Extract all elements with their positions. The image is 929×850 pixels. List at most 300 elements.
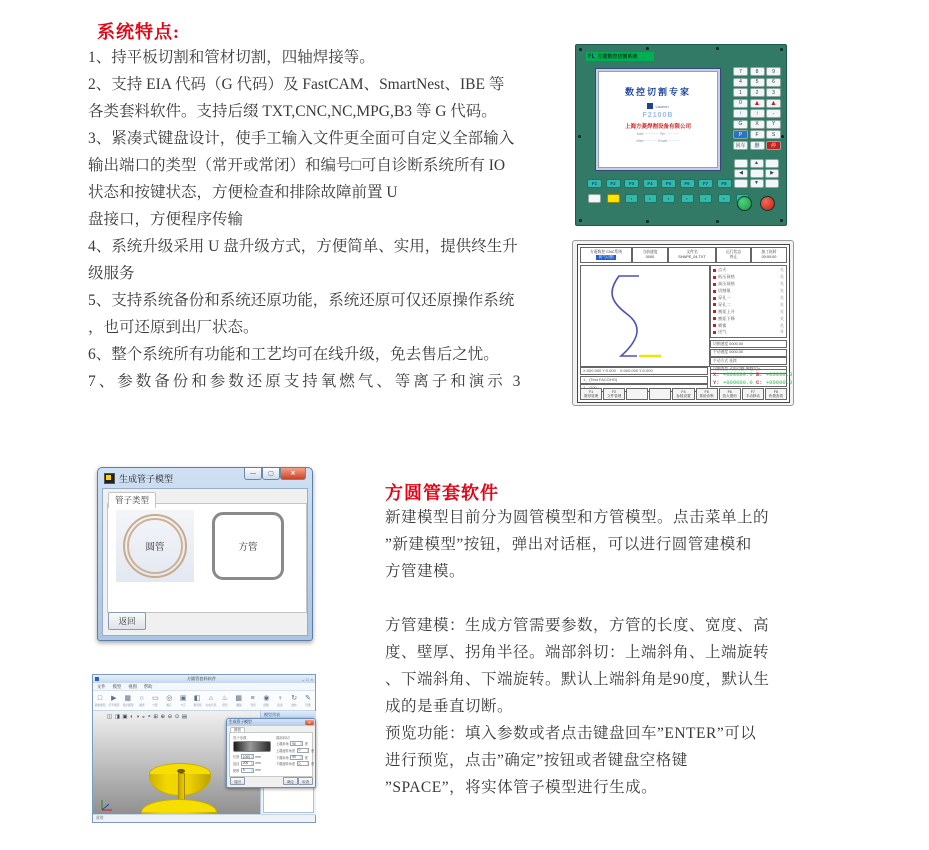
arrow-keypad	[734, 159, 779, 188]
keypad-key[interactable]: 停	[766, 141, 781, 150]
round-pipe-icon	[123, 514, 187, 578]
toolbar-button[interactable]	[162, 695, 176, 707]
toolbar-icon: ◉	[263, 694, 270, 702]
toolbar-icon: ◎	[166, 694, 173, 702]
io-label: 割炬下降	[718, 315, 735, 321]
bevel-params-column	[274, 734, 314, 768]
modeler-statusbar: 就绪	[93, 814, 315, 822]
parameter-row	[276, 748, 314, 753]
io-value: 开	[779, 329, 784, 335]
function-key[interactable]: ▪	[681, 194, 694, 203]
io-value: 关	[779, 322, 784, 328]
toolbar-label: 列表	[249, 702, 256, 707]
io-red-bullet-icon	[713, 317, 716, 320]
feature-line: 各类套料软件。支持后缀 TXT,CNC,NC,MPG,B3 等 G 代码。	[88, 103, 497, 120]
keypad-key[interactable]: 4	[733, 78, 748, 87]
close-button[interactable]: ×	[310, 676, 313, 682]
softkey[interactable]	[765, 388, 787, 400]
doc2-line: 方管建模：生成方管需要参数，方管的长度、宽度、高	[385, 617, 770, 634]
header-label: 文件名	[686, 250, 698, 254]
io-label: 点火	[718, 267, 727, 273]
keypad-key[interactable]: 8	[750, 67, 765, 76]
parameter-row	[233, 761, 273, 766]
toolbar-button[interactable]	[273, 695, 287, 707]
model-list-header: 模型列表	[261, 711, 316, 718]
feature-line: 盘接口，方便程序传输	[88, 211, 244, 228]
start-button[interactable]	[737, 196, 752, 211]
parameter-label: 上端斜角	[276, 742, 289, 746]
feature-line: 3、紧凑式键盘设计，使手工输入文件更全面可自定义全部输入	[88, 130, 515, 147]
arrow-key[interactable]	[765, 179, 779, 188]
softkey-label: 参数设置	[676, 394, 691, 398]
view-tool-icon[interactable]: ⊖	[167, 714, 173, 720]
square-pipe-label: 方管	[238, 543, 258, 553]
maximize-button[interactable]: □	[306, 676, 309, 682]
mini-dialog-tab[interactable]: 圆管	[230, 727, 245, 733]
view-tool-icon[interactable]: ▣	[122, 714, 128, 720]
softkey-number: F5	[704, 389, 709, 394]
view-tool-icon[interactable]: ◓	[147, 714, 151, 720]
toolbar-button[interactable]	[287, 695, 301, 707]
doc2-line: 进行预览，点击”确定”按钮或者键盘空格键	[385, 752, 688, 769]
screw	[780, 48, 783, 51]
keypad-key[interactable]: ▲	[750, 99, 765, 108]
mini-back-button[interactable]: 返回	[230, 777, 245, 785]
function-key[interactable]: F2	[606, 179, 621, 188]
parameter-spinbox[interactable]: 5	[241, 768, 254, 773]
function-key[interactable]: F6	[680, 179, 695, 188]
parameter-label: 长度	[233, 755, 240, 759]
function-key[interactable]	[588, 194, 601, 203]
screw	[781, 135, 784, 138]
io-status-row	[713, 288, 784, 295]
axis-label: Y:	[713, 379, 720, 386]
io-red-bullet-icon	[713, 276, 716, 279]
softkey-number: F8	[773, 389, 779, 394]
pipe-parameter-dialog	[226, 718, 316, 788]
logo-icon	[647, 103, 653, 109]
axis-value: +000000.0	[722, 371, 753, 378]
toolbar-label: 预览	[222, 702, 228, 707]
function-key[interactable]: ▪	[662, 194, 675, 203]
feature-line: ，也可还原到出厂状态。	[88, 319, 259, 336]
io-label: 穿孔二	[718, 301, 731, 307]
toolbar-button[interactable]	[190, 695, 204, 707]
keypad-key[interactable]: 7	[733, 67, 748, 76]
tab-pipe-type[interactable]: 管子类型	[108, 492, 156, 508]
toolbar-button[interactable]	[232, 695, 246, 707]
io-value: 关	[779, 301, 784, 307]
softkey-label: 手动移动	[745, 394, 760, 398]
toolbar-label: 打开模型	[108, 702, 120, 707]
axis-triad-icon	[99, 797, 115, 813]
toolbar-icon: ▦	[124, 694, 131, 702]
panel-screen	[596, 69, 720, 170]
toolbar-icon: ↻	[291, 694, 298, 702]
ok-button[interactable]: 确定	[283, 777, 298, 785]
toolbar-icon: ▶	[111, 694, 117, 702]
toolbar-button[interactable]	[93, 695, 107, 707]
info-line: 切割类型 火焰切割 调整气压	[710, 366, 787, 374]
io-red-bullet-icon	[713, 324, 716, 327]
cnc-control-panel-image	[575, 44, 787, 226]
brand-logo: FL	[588, 53, 596, 60]
keypad-key[interactable]: Y	[766, 120, 781, 129]
keypad-key[interactable]: ↑	[733, 109, 748, 118]
io-label: 切割氧	[718, 288, 731, 294]
toolbar-label: 圆孔	[166, 702, 173, 707]
softkey-label: 文件管理	[606, 394, 622, 398]
toolbar-label: 设置	[305, 702, 311, 707]
view-tool-icon[interactable]: ▤	[181, 714, 188, 720]
stop-button[interactable]	[760, 196, 775, 211]
parameter-row	[233, 754, 273, 759]
parameter-spinbox[interactable]: 200	[241, 761, 254, 766]
function-key[interactable]	[607, 194, 620, 203]
arrow-key[interactable]: ▼	[750, 179, 764, 188]
pipe-params-header: 管子参数	[233, 736, 247, 740]
keypad-key[interactable]: 5	[750, 78, 765, 87]
softkey-number: F4	[681, 389, 686, 394]
modeler-app-icon	[95, 677, 99, 681]
dialog-title: 生成管子模型	[119, 474, 174, 484]
io-label: 割炬上升	[718, 308, 735, 314]
function-key[interactable]: F7	[698, 179, 713, 188]
function-key[interactable]: ▪	[625, 194, 638, 203]
cnc-header-bar	[580, 247, 787, 263]
screen-address-2: Web:··········· Email:··········	[636, 139, 680, 143]
round-pipe-label: 圆管	[145, 543, 165, 553]
header-value: 停止	[729, 255, 738, 259]
parameter-label: 直径	[233, 761, 240, 766]
parameter-spinbox[interactable]: 1000	[241, 754, 254, 759]
cnc-io-status-list	[710, 265, 787, 338]
keypad-key[interactable]: 3	[766, 88, 781, 97]
arrow-key[interactable]	[734, 179, 748, 188]
toolbar-label: 方孔	[180, 702, 186, 707]
toolbar-label: 圆管	[138, 702, 145, 707]
doc2-line: ”新建模型”按钮，弹出对话框，可以进行圆管建模和	[385, 536, 752, 553]
cnc-drawing-area	[580, 265, 710, 367]
header-cell	[580, 247, 632, 263]
arrow-key[interactable]: ▶	[765, 169, 779, 178]
view-tool-icon[interactable]: ◐	[130, 714, 134, 720]
screw	[716, 47, 719, 50]
view-tool-icon[interactable]: ◑	[135, 714, 140, 720]
io-status-row	[713, 274, 784, 281]
feature-line: 级服务	[88, 265, 135, 282]
header-value: 氧气切割	[598, 255, 614, 259]
pipe-preview-image	[233, 741, 271, 752]
toolbar-label: 方管	[152, 702, 159, 707]
toolbar-button[interactable]	[246, 695, 260, 707]
keypad-key[interactable]: 9	[766, 67, 781, 76]
pipe-modeler-screenshot	[92, 674, 316, 823]
view-tool-icon[interactable]: ◫	[107, 714, 113, 720]
io-red-bullet-icon	[713, 310, 716, 313]
modeler-window-controls	[302, 677, 313, 682]
header-label: 运行状态	[725, 250, 742, 254]
parameter-label: 壁厚	[233, 768, 240, 773]
header-label: 方菱数控 CNC系统	[589, 250, 623, 254]
arrow-key[interactable]	[750, 169, 764, 178]
parameter-row	[276, 741, 314, 746]
feature-line: 7、参数备份和参数还原支持氧燃气、等离子和演示 3	[88, 373, 524, 390]
parameter-spinbox[interactable]: 90	[290, 755, 303, 760]
screen-company: 上海方菱焊割设备有限公司	[624, 124, 691, 130]
io-status-row	[713, 322, 784, 329]
view-tool-icon[interactable]: ⊞	[153, 714, 159, 720]
softkey[interactable]	[580, 388, 602, 400]
toolbar-icon: ♨	[221, 694, 228, 702]
toolbar-icon: ○	[139, 694, 144, 702]
function-key[interactable]: F1	[587, 179, 602, 188]
pipe-params-column	[231, 734, 273, 774]
toolbar-icon: ⌂	[208, 694, 214, 702]
parameter-unit: mm	[255, 761, 261, 766]
doc2-line: 预览功能：填入参数或者点击键盘回车”ENTER”可以	[385, 725, 757, 742]
io-red-bullet-icon	[713, 297, 716, 300]
parameter-label: 下端旋转角度	[276, 762, 296, 767]
function-key[interactable]: F5	[661, 179, 676, 188]
feature-line: 1、持平板切割和管材切割，四轴焊接等。	[88, 49, 375, 66]
toolpath-curve	[581, 266, 709, 366]
axis-value: +00000.0	[765, 379, 793, 386]
cnc-screen	[577, 244, 793, 403]
keypad-key[interactable]: 6	[766, 78, 781, 87]
arrow-key[interactable]: ◀	[734, 169, 748, 178]
io-label: 喷雾	[718, 322, 727, 328]
view-tool-icon[interactable]: ⊕	[160, 714, 166, 720]
menu-item[interactable]: 帮助	[143, 683, 153, 689]
keypad-key[interactable]: 2	[750, 88, 765, 97]
doc2-line: 、下端斜角、下端旋转。默认上端斜角是90度，默认生	[385, 671, 770, 688]
toolbar-button[interactable]	[204, 695, 218, 707]
view-tool-icon[interactable]: ⊙	[174, 714, 180, 720]
keypad-key[interactable]: 1	[733, 88, 748, 97]
toolbar-icon: ✎	[305, 694, 311, 702]
axis-value: +000000.0	[722, 379, 753, 386]
softkey-number: F1	[588, 389, 594, 394]
toolbar-button[interactable]	[176, 695, 190, 707]
function-key[interactable]: ▪	[699, 194, 712, 203]
io-red-bullet-icon	[713, 269, 716, 272]
io-status-row	[713, 308, 784, 315]
io-status-row	[713, 315, 784, 322]
modeler-title: 方圆管套料软件	[186, 676, 217, 681]
screen-address-1: Add:············· Tel:············	[636, 132, 680, 136]
keypad-key[interactable]: 0	[733, 99, 748, 108]
softkey[interactable]	[649, 388, 671, 400]
cnc-software-screenshot	[572, 240, 794, 406]
info-line: 切割速度 0000.00	[710, 340, 787, 348]
screw	[579, 219, 582, 222]
parameter-unit: 度	[304, 755, 308, 760]
keypad-key[interactable]: ▲	[766, 99, 781, 108]
toolbar-icon: ♀	[277, 694, 283, 702]
feature-line: 2、支持 EIA 代码（G 代码）及 FastCAM、SmartNest、IBE 等	[88, 76, 505, 93]
parameter-label: 下端斜角	[276, 755, 289, 760]
round-pipe-button[interactable]	[116, 510, 194, 582]
close-button[interactable]: ✕	[305, 720, 314, 725]
function-key[interactable]: F8	[717, 179, 732, 188]
maximize-button[interactable]: ▢	[262, 468, 280, 480]
doc2-line: 成的是垂直切断。	[385, 698, 514, 715]
header-cell	[751, 247, 787, 263]
axis-label: C:	[755, 379, 763, 386]
toolbar-icon: ≡	[250, 694, 255, 702]
screw	[646, 47, 649, 50]
io-status-row	[713, 295, 784, 302]
io-value: 关	[779, 315, 784, 321]
features-heading: 系统特点:	[97, 22, 180, 42]
keypad-key[interactable]: F	[750, 130, 765, 139]
softkey-label: 快捷查看	[768, 394, 784, 398]
arrow-key[interactable]	[765, 159, 779, 168]
parameter-row	[233, 768, 273, 773]
doc2-line	[385, 585, 865, 612]
cancel-button[interactable]: 取消	[298, 777, 313, 785]
minimize-button[interactable]: –	[302, 676, 305, 682]
io-value: 关	[779, 281, 784, 287]
close-button[interactable]: ✕	[280, 468, 306, 480]
header-label: 加工耗时	[761, 250, 777, 254]
header-value: 00:00:00	[761, 255, 777, 259]
io-value: 关	[779, 288, 784, 294]
softkey[interactable]	[672, 388, 694, 400]
header-cell	[668, 247, 716, 263]
toolbar-button[interactable]	[135, 695, 149, 707]
io-status-row	[713, 281, 784, 288]
feature-line: 输出端口的类型（常开或常闭）和编号□可自诊断系统所有 IO	[88, 157, 506, 174]
parameter-unit: mm	[255, 768, 261, 773]
view-toolbar	[107, 714, 187, 720]
keypad-key[interactable]: G	[733, 120, 748, 129]
arrow-key[interactable]: ▲	[750, 159, 764, 168]
doc2-heading: 方圆管套软件	[385, 483, 499, 503]
axis-value: +00000.0	[765, 371, 793, 378]
softkey[interactable]	[626, 388, 648, 400]
function-key[interactable]: ▪	[644, 194, 657, 203]
toolbar-button[interactable]	[218, 695, 232, 707]
menu-item[interactable]: 模型	[112, 683, 122, 689]
parameter-spinbox[interactable]: 0	[297, 748, 310, 753]
dialog-titlebar	[104, 472, 173, 485]
view-tool-icon[interactable]: ◒	[141, 714, 146, 720]
screen-title: 数控切割专家	[624, 87, 691, 97]
doc2-line: 方管建模。	[385, 563, 466, 580]
keypad-key[interactable]: S	[766, 130, 781, 139]
toolbar-button[interactable]	[301, 695, 315, 707]
header-cell	[716, 247, 751, 263]
minimize-button[interactable]: —	[244, 468, 262, 480]
toolbar-button[interactable]	[260, 695, 274, 707]
header-value: 0000	[645, 255, 655, 259]
softkey[interactable]	[742, 388, 764, 400]
io-value: 关	[779, 267, 784, 273]
keypad-key[interactable]: P	[733, 130, 748, 139]
header-cell	[632, 247, 668, 263]
cnc-coordinates	[710, 369, 793, 387]
softkey[interactable]	[603, 388, 625, 400]
axis-label: B:	[755, 371, 763, 378]
parameter-row	[276, 761, 314, 766]
doc2-line: 度、壁厚、拐角半径。端部斜切：上端斜角、上端旋转	[385, 644, 770, 661]
toolbar-icon: ▭	[152, 694, 159, 702]
square-pipe-button[interactable]	[212, 512, 284, 580]
toolbar-label: 生成代码	[205, 702, 217, 707]
toolbar-button[interactable]	[121, 695, 135, 707]
function-key[interactable]: ▪	[718, 194, 731, 203]
toolbar-label: 新建模型	[94, 702, 106, 707]
softkey-number: F7	[750, 389, 755, 394]
menu-item[interactable]: 视图	[128, 683, 137, 689]
toolbar-icon: ▣	[179, 694, 187, 702]
softkey-number: F6	[727, 389, 732, 394]
softkey-label: 放大图形	[722, 394, 737, 398]
arrow-key[interactable]	[734, 159, 748, 168]
softkey[interactable]	[696, 388, 718, 400]
bevel-params-header: 端部斜切	[276, 736, 290, 740]
cnc-program-lines	[580, 367, 708, 387]
parameter-spinbox[interactable]: 90	[290, 741, 303, 746]
keypad-key[interactable]: -	[766, 109, 781, 118]
doc2-paragraphs	[385, 504, 865, 801]
logo-text: Launch	[655, 103, 669, 109]
function-key-row-2	[588, 194, 749, 203]
io-status-row	[713, 329, 784, 336]
io-status-row	[713, 267, 784, 274]
keypad-key[interactable]: ↑	[750, 109, 765, 118]
parameter-spinbox[interactable]: 0	[297, 761, 310, 766]
modeler-toolbar	[93, 691, 315, 711]
brand-badge	[586, 52, 654, 61]
screw	[578, 135, 581, 138]
io-red-bullet-icon	[713, 331, 716, 334]
parameter-unit: 度	[304, 742, 308, 746]
keypad-key[interactable]: X	[750, 120, 765, 129]
toolbar-icon: □	[97, 694, 103, 702]
io-label: 送气	[718, 329, 727, 335]
back-button[interactable]: 返回	[108, 612, 146, 630]
screen-model: F2100B	[642, 112, 674, 119]
toolbar-label: 渲染	[277, 702, 284, 707]
screen-logo	[647, 103, 668, 109]
io-value: 关	[779, 308, 784, 314]
doc2-line: ”SPACE”，将实体管子模型进行生成。	[385, 779, 658, 796]
view-tool-icon[interactable]: ◨	[114, 714, 120, 720]
pipe-type-dialog	[97, 467, 313, 641]
menu-item[interactable]: 文件	[97, 683, 106, 689]
function-key[interactable]: F3	[624, 179, 639, 188]
pipe-type-tab-page	[107, 503, 307, 613]
cnc-softkey-bar	[580, 388, 787, 400]
io-red-bullet-icon	[713, 303, 716, 306]
toolbar-button[interactable]	[107, 695, 121, 707]
io-status-row	[713, 301, 784, 308]
numeric-keypad	[733, 67, 781, 150]
toolbar-button[interactable]	[149, 695, 163, 707]
keypad-key[interactable]: 回车	[733, 141, 748, 150]
parameter-unit: 度	[310, 748, 314, 753]
keypad-key[interactable]: 删	[750, 141, 765, 150]
function-key[interactable]: F4	[643, 179, 658, 188]
feature-line: 6、整个系统所有功能和工艺均可在线升级，免去售后之忧。	[88, 346, 499, 363]
feature-line: 4、系统升级采用 U 盘升级方式，方便简单、实用，提供终生升	[88, 238, 518, 255]
parameter-row	[276, 755, 314, 760]
window-controls	[244, 468, 306, 480]
softkey[interactable]	[719, 388, 741, 400]
